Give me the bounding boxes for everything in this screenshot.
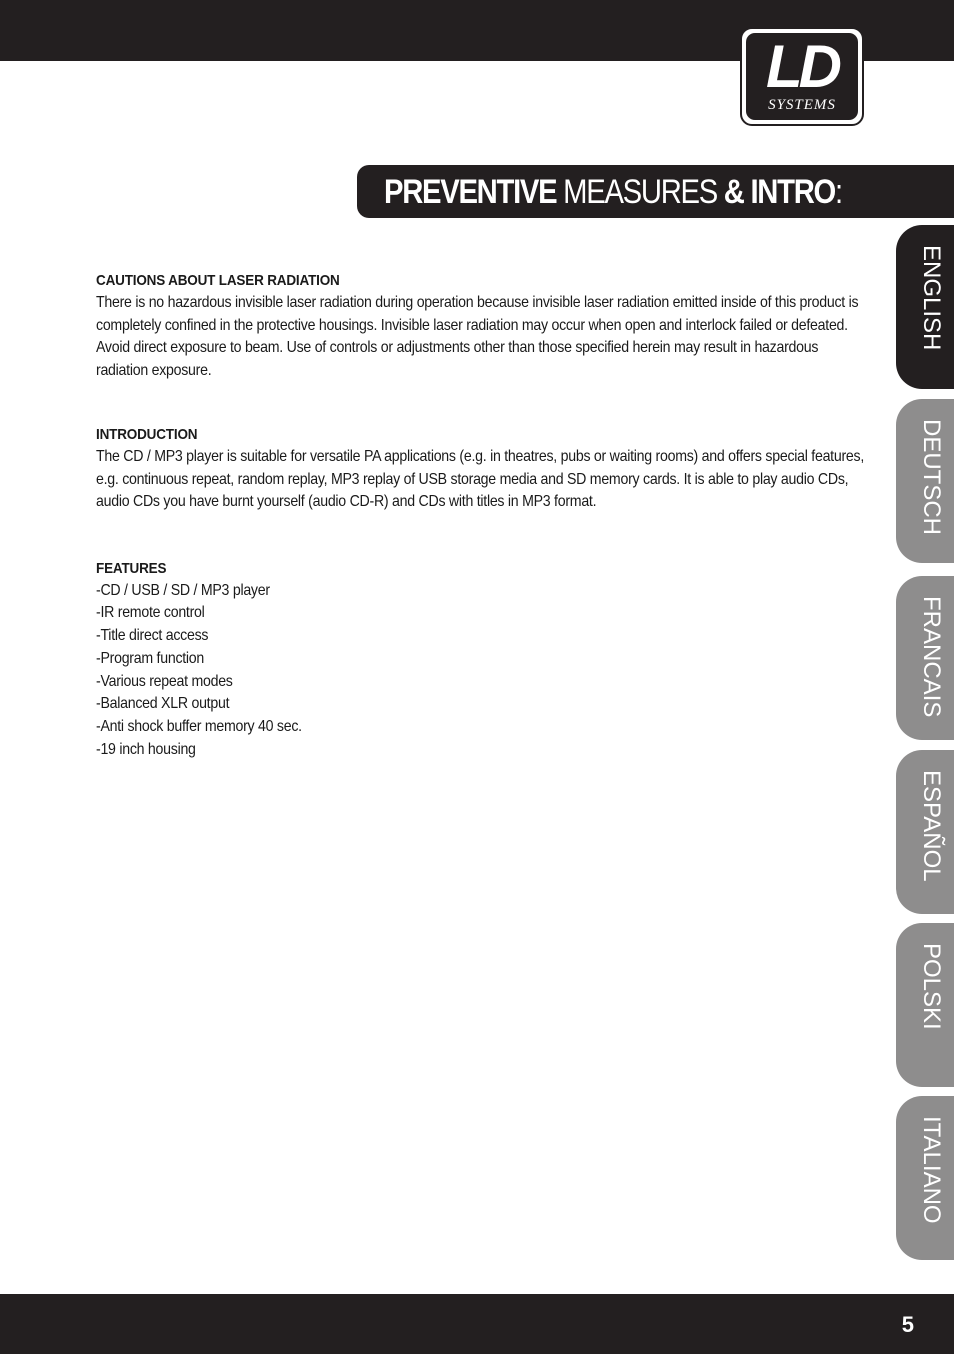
title-part-preventive: PREVENTIVE (384, 173, 557, 211)
tab-polski[interactable] (896, 923, 954, 1087)
section-introduction (96, 424, 866, 514)
list-item: -Title direct access (96, 627, 209, 645)
tab-italiano[interactable] (896, 1096, 954, 1260)
page-title (384, 171, 842, 213)
main-content (96, 270, 866, 806)
tab-english[interactable] (896, 225, 954, 389)
tab-label: POLSKI (918, 943, 945, 1030)
list-item: -Balanced XLR output (96, 695, 230, 713)
tab-label: ENGLISH (918, 245, 945, 351)
logo-subtitle: SYSTEMS (768, 97, 836, 113)
tab-label: ESPAÑOL (918, 770, 945, 882)
tab-francais[interactable] (896, 576, 954, 740)
section-features (96, 558, 866, 762)
tab-espanol[interactable] (896, 750, 954, 914)
list-item: -19 inch housing (96, 741, 196, 759)
logo-letters: LD (766, 33, 838, 100)
bottom-bar (0, 1294, 954, 1354)
tab-label: FRANCAIS (918, 596, 945, 718)
list-item: -CD / USB / SD / MP3 player (96, 581, 270, 599)
logo-badge (746, 33, 858, 120)
page-number: 5 (901, 1312, 914, 1337)
list-item: -Program function (96, 649, 205, 667)
feature-list (96, 580, 866, 762)
tab-label: ITALIANO (918, 1116, 945, 1224)
section-heading: INTRODUCTION (96, 426, 198, 443)
ld-systems-logo (740, 27, 864, 126)
section-laser-caution (96, 270, 866, 382)
section-body: The CD / MP3 player is suitable for versatile PA applications (e.g. in theatres, pubs or waiting rooms) and offers special features, e.g. continuous repeat, random replay, MP3 replay of USB storage media and SD memory cards. It is able to play audio CDs, audio CDs you have burnt yourself (audio CD-R) and CDs with titles in MP3 format. (96, 448, 865, 510)
list-item: -IR remote control (96, 604, 205, 622)
title-part-intro: & INTRO (723, 173, 835, 211)
title-part-measures: MEASURES (563, 173, 717, 211)
tab-label: DEUTSCH (918, 419, 945, 536)
page-title-bar (357, 165, 954, 218)
section-heading: CAUTIONS ABOUT LASER RADIATION (96, 272, 340, 289)
section-heading: FEATURES (96, 559, 167, 577)
title-colon: : (834, 173, 842, 211)
section-body: There is no hazardous invisible laser radiation during operation because invisible laser radiation emitted inside of this product is completely confined in the protective housings. Invisible laser radiation may occur when open and interlock failed or defeated. Avoid direct exposure to beam. Use of controls or adjustments other than those specified herein may result in hazardous radiation exposure. (96, 294, 859, 379)
list-item: -Anti shock buffer memory 40 sec. (96, 718, 302, 736)
list-item: -Various repeat modes (96, 672, 233, 690)
tab-deutsch[interactable] (896, 399, 954, 563)
